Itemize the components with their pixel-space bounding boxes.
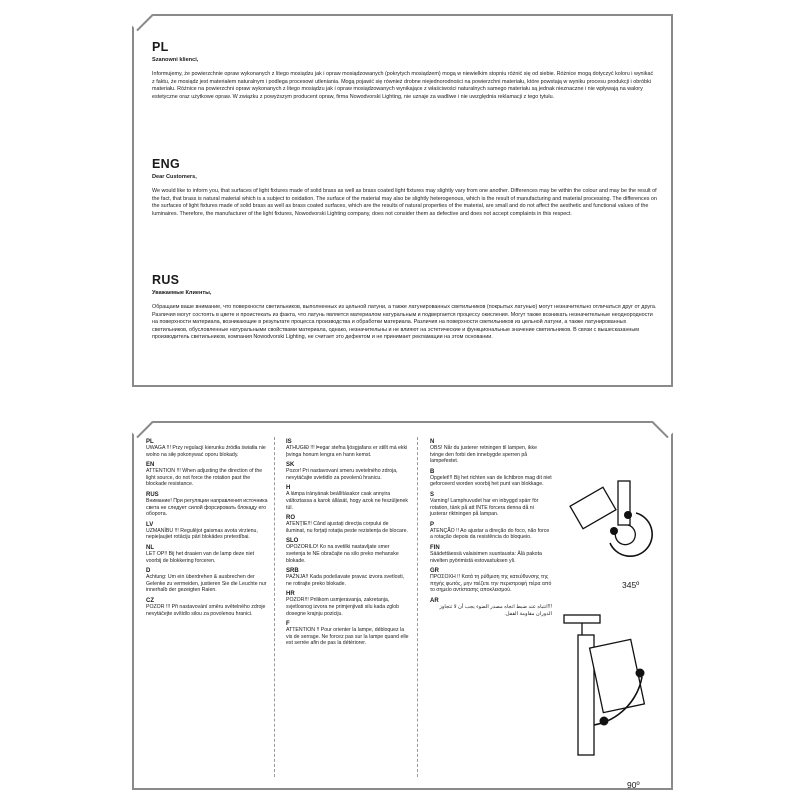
warning-lang-code: N — [430, 439, 435, 445]
angle-label-345: 345º — [622, 580, 640, 590]
rotation-345-illustration — [558, 473, 668, 583]
corner-chamfer — [652, 406, 685, 439]
warning-column-3 — [430, 439, 552, 621]
warning-lang-code: RO — [286, 515, 295, 522]
warning-lang-code: FIN — [430, 544, 440, 551]
warning-lang-code: H — [286, 485, 291, 492]
warning-text: PAŽNJA!! Kada podešavate pravac izvora svetlosti, ne rotirajte preko blokade. — [286, 574, 405, 587]
lang-heading: PL — [152, 40, 169, 54]
warning-lang-code: S — [430, 491, 435, 498]
warning-lang-code: SK — [286, 462, 295, 469]
lang-heading: ENG — [152, 157, 180, 171]
warning-text: Внимание! При регуляции направления источника света не следует силой форсировать блокаду его оборота. — [146, 497, 268, 518]
warning-lang-code: IS — [286, 439, 292, 445]
column-divider — [417, 437, 418, 777]
section-eng — [152, 157, 657, 218]
warning-lang-code: AR — [430, 597, 439, 604]
greeting: Dear Customers, — [152, 174, 197, 180]
section-rus — [152, 273, 657, 342]
warning-lang-code: EN — [146, 462, 155, 469]
warning-text: ΠΡΟΣΟΧΗ !! Κατά τη ρύθμιση της κατεύθυνσης της πηγής φωτός, μην πιέζετε την περιστροφή πέρα από το σημείο αντίστασης αποκλεισμού. — [430, 574, 552, 594]
warning-lang-code: B — [430, 468, 435, 475]
warranty-notice-card — [132, 14, 673, 387]
warning-text: ATENÇÃO !! Ao ajustar a direção do foco, não force a rotação depois da resistência do bloqueio. — [430, 527, 550, 541]
section-pl — [152, 40, 657, 101]
angle-label-90: 90º — [627, 780, 640, 790]
warning-text: Achtung: Um ein überdrehen & ausbrechen der Gelenke zu vermeiden, justieren Sie die Leuchte nur innerhalb der gezeigten Raien. — [146, 574, 267, 594]
warning-lang-code: PL — [146, 439, 154, 445]
warning-text: A lámpa irányának beállításakor csak annyira változtassa a karok állását, hogy azok ne feszüljenek túl. — [286, 491, 408, 511]
warning-text: LET OP!! Bij het draaien van de lamp deze niet voorbij de blokkering forceren. — [146, 550, 255, 564]
warning-text: Opgelet!!! Bij het richten van de lichtbron mag dit niet geforceerd worden voorbij het punt van blokkage. — [430, 474, 552, 488]
greeting: Szanowni klienci, — [152, 57, 199, 63]
warning-lang-code: SLO — [286, 538, 299, 545]
warning-text: ATHUGIÐ !!! Þegar stefna ljósgjafans er stillt má ekki þvinga honum lengra en hann kemst. — [286, 445, 408, 458]
column-divider — [274, 437, 275, 777]
warning-text: !!!انتباه عند ضبط اتجاه مصدر الضوء يجب أن لا تتجاوز الدوران مقاومة القفل. — [439, 603, 552, 617]
warning-lang-code: RUS — [146, 491, 159, 498]
warning-text: POZOR !!! Při nastavování směru světelného zdroje nevytáčejte svítidlo silou za povolenou hranici. — [146, 603, 266, 617]
corner-chamfer — [121, 0, 154, 31]
warning-text: UZMANĪBU !!! Regulējot gaismas avota virzienu, nepieļaujiet rotāciju pāri blokādes pretestībai. — [146, 527, 258, 541]
lang-heading: RUS — [152, 273, 180, 287]
warning-text: UWAGA !!! Przy regulacji kierunku źródła światła nie wolno na siłę pokonywać oporu blokady. — [146, 445, 266, 458]
warning-text: OPOZORILO! Ko na svetilki nastavljate smer svetenja te NE obračajte na silo preko mehanske blokade. — [286, 544, 399, 564]
paragraph: We would like to inform you, that surfaces of light fixtures made of solid brass as well as brass coated light fixtures may slightly vary from one another. Differences may be within the colour and may be the result of the fact, that brass is natural material which is a subject to oxidation. The surface of the material may also be slightly heterogenous, which is the result of manufacturing and material processing. The differences on the surfaces of light fixtures made of solid brass as well as brass coated surfaces, which are the results of natural properties of the material, are small and do not affect the aesthetic and functional values of the luminaires. Therefore, the manufacturer of the light fixtures, Nowodvorski Lighting company, does not consider them as defective and does not accept complaints in this respect. — [152, 188, 657, 217]
warning-text: ATTENTION !!! When adjusting the direction of the light source, do not force the rotation past the blockade resistance. — [146, 468, 263, 488]
warning-lang-code: SRB — [286, 568, 299, 575]
warning-text: POZOR!!! Prilikom usmjeravanja, zakretanja, svjetlosnog izvora ne primjenjivati silu kada zglob dosegne krajnju poziciju. — [286, 597, 400, 617]
warning-text: Pozor! Pri nastavovaní smeru svetelného zdroja, nevytáčajte svietidlo za povolenú hranicu. — [286, 468, 398, 481]
paragraph: Обращаем ваше внимание, что поверхности светильников, выполненных из цельной латуни, а также латунированных светильников (покрытых латунью) могут незначительно отличаться друг от друга. Различия могут состоять в цвете и проистекать из факта, что латунь является материалом натуральным и подвергается процессу окисления. Могут также возникать незначительные неоднородности на поверхности материала, возникающие в результате процесса производства и обработки материала. Различия на поверхности светильников из цельной латуни, а также латунированных светильников, обусловленные натуральными свойствами материала, однако, незначительны и не влияют на эстетические и функциональные значение светильников. В связи с вышесказанным производитель светильников, компания Nowodvorski Lighting, не считает это дефектом и не принимает рекламации на этом основании. — [152, 304, 657, 341]
warning-lang-code: F — [286, 621, 290, 628]
warning-lang-code: D — [146, 568, 151, 575]
warning-text: Varning! Lamphuvudet har en inbyggd spärr för rotation, tänk på att INTE forcera denna då ni justerar riktningen på lampan. — [430, 497, 539, 518]
warning-lang-code: CZ — [146, 597, 154, 604]
adjustment-warning-card — [132, 421, 673, 790]
warning-text: OBS! Når du justerer retningen til lampen, ikke tvinge den forbi den innebygde sperren på lampefestet. — [430, 445, 537, 465]
warning-column-2 — [286, 439, 409, 651]
corner-chamfer — [121, 406, 154, 439]
warning-column-1 — [146, 439, 269, 621]
warning-text: ATTENTION !! Pour orienter la lampe, débloquez la vis de serrage. Ne forcez pas sur la lampe quand elle est serrée afin de pas la détériorer. — [286, 627, 409, 647]
greeting: Уважаемые Клиенты, — [152, 290, 212, 296]
warning-lang-code: LV — [146, 521, 154, 528]
warning-text: Säädettäessä valaisimen suuntausta: Älä pakota nivelten pyörimistä estovastuksen yli. — [430, 550, 542, 564]
paragraph: Informujemy, że powierzchnie opraw wykonanych z litego mosiądzu jak i opraw mosiądzowanych (pokrytych mosiądzem) mogą w niewielkim stopniu różnić się od siebie. Różnice mogą dotyczyć koloru i wynikać z faktu, że mosiądz jest materiałem naturalnym i podlega procesowi utleniania. Mogą pojawić się również drobne niejednorodności na powierzchni materiału, które powstają w wyniku procesu produkcji i obróbki materiału. Różnice na powierzchni opraw wykonanych z litego mosiądzu jak i opraw mosiądzowanych wynikające z właściwości naturalnych samego materiału są jednak nieznaczne i nie wpływają na walory estetyczne oraz użytkowe opraw. W związku z powyższym producent opraw, firma Nowodvorski Lighting, nie uznaje za wadliwe i nie uwzględnia reklamacji z tego tytułu. — [152, 71, 654, 100]
warning-text: ATENȚIE!!! Când ajustați direcția corpului de iluminat, nu forțați rotația peste rezistența de blocare. — [286, 521, 408, 534]
rotation-90-illustration — [564, 613, 674, 773]
warning-lang-code: HR — [286, 591, 295, 598]
warning-lang-code: NL — [146, 544, 154, 551]
warning-lang-code: GR — [430, 568, 439, 575]
warning-lang-code: P — [430, 521, 435, 528]
